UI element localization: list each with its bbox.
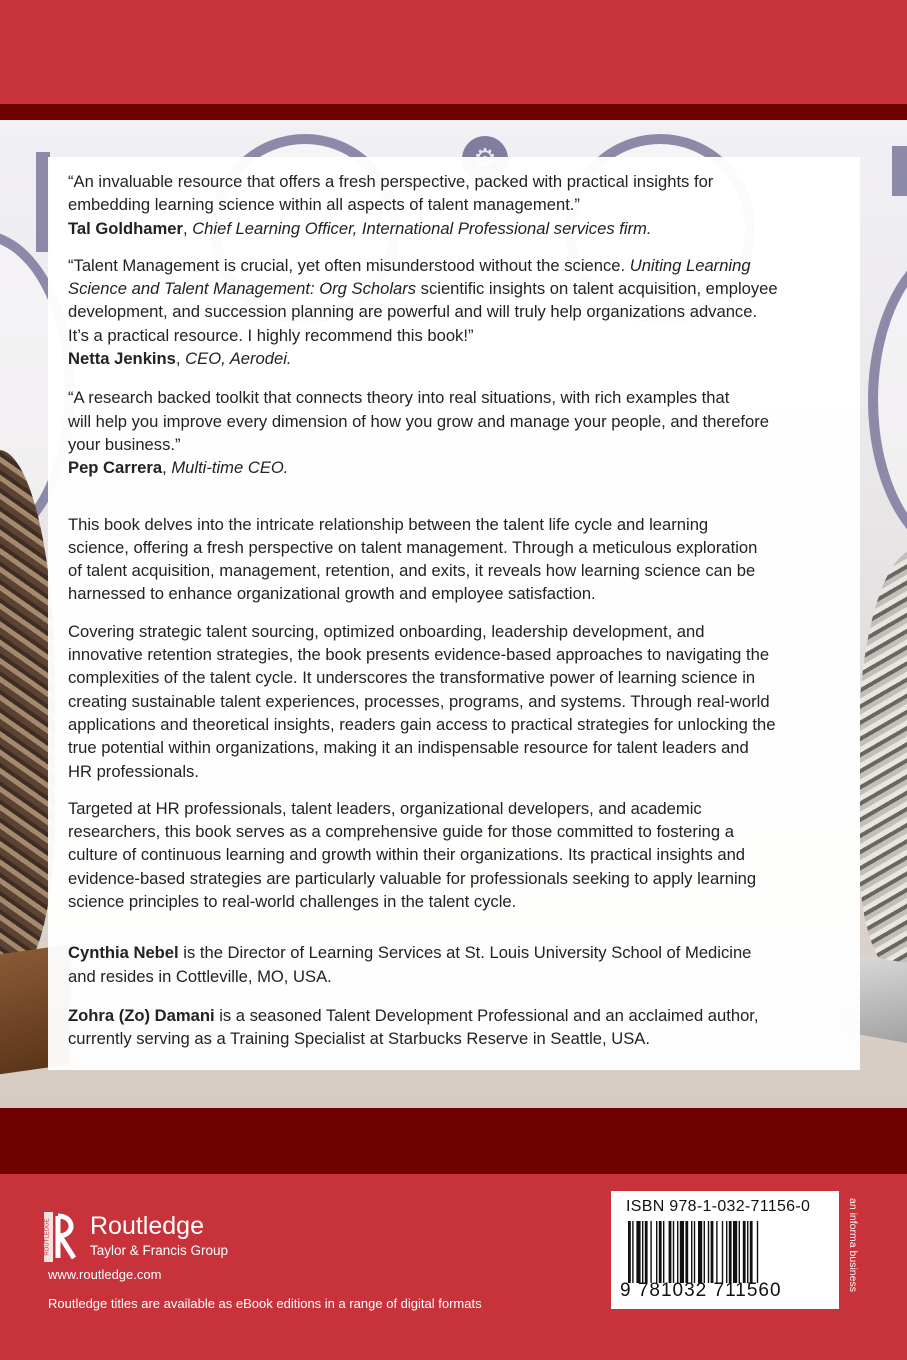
endorser-title: CEO, Aerodei.: [185, 349, 292, 369]
author-name: Zohra (Zo) Damani: [68, 1005, 215, 1025]
quote-line: development, and succession planning are powerful and will truly help organizations advance.: [68, 302, 758, 322]
bio-line: currently serving as a Training Specialist at Starbucks Reserve in Seattle, USA.: [68, 1029, 650, 1049]
barcode-bar: [645, 1221, 648, 1283]
bio-text: is the Director of Learning Services at St. Louis University School of Medicine: [178, 943, 752, 963]
back-cover-text: [68, 170, 850, 1051]
publisher-website-link[interactable]: www.routledge.com: [48, 1267, 162, 1282]
barcode-bar: [628, 1221, 631, 1283]
paragraph-line: science, offering a fresh perspective on talent management. Through a meticulous exploration: [68, 537, 758, 557]
paragraph-line: evidence-based strategies are particularly valuable for professionals seeking to apply learning: [68, 868, 757, 888]
endorsement-quote: [68, 170, 850, 240]
quote-attribution: [68, 217, 850, 240]
paragraph-line: researchers, this book serves as a comprehensive guide for those committed to fostering a: [68, 822, 734, 842]
description-paragraph: [68, 797, 850, 913]
decorative-circle: [868, 240, 907, 560]
barcode-bar: [739, 1221, 740, 1283]
quote-line: It’s a practical resource. I highly recommend this book!”: [68, 325, 474, 345]
endorser-name: Netta Jenkins: [68, 349, 176, 369]
paragraph-line: creating sustainable talent experiences, processes, programs, and systems. Through real-world: [68, 691, 770, 711]
barcode-bar: [711, 1221, 714, 1283]
paragraph-line: Covering strategic talent sourcing, optimized onboarding, leadership development, and: [68, 621, 705, 641]
owl-image-right: [858, 550, 907, 970]
paragraph-line: science principles to real-world challenges in the talent cycle.: [68, 892, 517, 912]
bottom-dark-stripe: [0, 1108, 907, 1174]
publisher-group: Taylor & Francis Group: [90, 1243, 229, 1258]
bio-line: [68, 941, 850, 964]
paragraph-line: innovative retention strategies, the book presents evidence-based approaches to navigating the: [68, 645, 770, 665]
top-dark-stripe: [0, 104, 907, 120]
endorsement-quote: [68, 254, 850, 370]
barcode-bar: [708, 1221, 709, 1283]
barcode-bar: [747, 1221, 748, 1283]
owl-image-left: [0, 450, 55, 970]
paragraph-line: This book delves into the intricate relationship between the talent life cycle and learning: [68, 514, 709, 534]
paragraph-line: of talent acquisition, management, retention, and exits, it reveals how learning science can be: [68, 561, 756, 581]
quote-attribution: [68, 456, 850, 479]
barcode-bar: [650, 1221, 651, 1283]
barcode-bar: [685, 1221, 688, 1283]
barcode-bar: [757, 1221, 758, 1283]
barcode-bar: [680, 1221, 684, 1283]
book-title: Uniting Learning: [629, 255, 751, 275]
barcode-bar: [716, 1221, 717, 1283]
quote-line: [68, 254, 850, 277]
barcode-bar: [750, 1221, 753, 1283]
quote-line: [68, 277, 850, 300]
barcode-bar: [663, 1221, 664, 1283]
attribution-separator: ,: [162, 458, 172, 478]
bio-text: is a seasoned Talent Development Professional and an acclaimed author,: [214, 1005, 759, 1025]
barcode-bar: [704, 1221, 705, 1283]
barcode-bar: [659, 1221, 662, 1283]
endorser-title: Multi-time CEO.: [171, 458, 289, 478]
paragraph-line: harnessed to enhance organizational growth and employee satisfaction.: [68, 584, 596, 604]
quote-line: embedding learning science within all aspects of talent management.”: [68, 195, 580, 215]
barcode-bar: [691, 1221, 692, 1283]
paragraph-line: applications and theoretical insights, readers gain access to practical strategies for unlocking the: [68, 714, 776, 734]
paragraph-line: Targeted at HR professionals, talent leaders, organizational developers, and academic: [68, 798, 702, 818]
barcode-bar: [669, 1221, 672, 1283]
decorative-bar: [892, 146, 907, 196]
endorser-title: Chief Learning Officer, International Professional services firm.: [192, 218, 652, 238]
author-name: Cynthia Nebel: [68, 943, 179, 963]
quote-line: “A research backed toolkit that connects theory into real situations, with rich examples that: [68, 388, 730, 408]
attribution-separator: ,: [175, 349, 186, 369]
description-paragraph: [68, 513, 850, 606]
book-title: Science and Talent Management: Org Scholars: [68, 279, 417, 299]
top-color-band: [0, 0, 907, 104]
quote-line: your business.”: [68, 434, 181, 454]
publisher-name: Routledge: [90, 1212, 204, 1240]
bio-line: [68, 1004, 850, 1027]
barcode-bar: [642, 1221, 643, 1283]
quote-text: “Talent Management is crucial, yet often misunderstood without the science.: [68, 255, 630, 275]
author-bio: [68, 1004, 850, 1051]
barcode-bar: [677, 1221, 678, 1283]
description-paragraph: [68, 620, 850, 783]
barcode-bar: [694, 1221, 695, 1283]
bio-line: and resides in Cottleville, MO, USA.: [68, 966, 332, 986]
quote-line: will help you improve every dimension of how you grow and manage your people, and therefore: [68, 411, 770, 431]
isbn-label: ISBN 978-1-032-71156-0: [626, 1198, 811, 1215]
barcode-bar: [729, 1221, 732, 1283]
informa-business-label: an informa business: [847, 1198, 859, 1292]
barcode-bar: [733, 1221, 737, 1283]
paragraph-line: complexities of the talent cycle. It underscores the transformative power of learning science in: [68, 668, 756, 688]
barcode-bar: [656, 1221, 657, 1283]
endorser-name: Tal Goldhamer: [68, 218, 183, 238]
endorser-name: Pep Carrera: [68, 458, 163, 478]
barcode-bar: [673, 1221, 674, 1283]
ebook-note: Routledge titles are available as eBook editions in a range of digital formats: [48, 1296, 482, 1311]
barcode-bar: [698, 1221, 702, 1283]
barcode-bar: [722, 1221, 723, 1283]
quote-line: “An invaluable resource that offers a fresh perspective, packed with practical insights for: [68, 172, 714, 191]
endorsement-quote: [68, 386, 850, 479]
attribution-separator: ,: [182, 218, 193, 238]
logo-text: ROUTLEDGE: [44, 1218, 51, 1256]
barcode-number: 9 781032 711560: [620, 1280, 782, 1301]
paragraph-line: HR professionals.: [68, 761, 199, 781]
isbn-barcode: [626, 1221, 826, 1283]
paragraph-line: true potential within organizations, making it an indispensable resource for talent leaders and: [68, 738, 749, 758]
quote-attribution: [68, 347, 850, 370]
author-bio: [68, 941, 850, 988]
barcode-bar: [726, 1221, 727, 1283]
quote-text: scientific insights on talent acquisition, employee: [416, 279, 778, 299]
barcode-bar: [636, 1221, 640, 1283]
routledge-logo-icon: [44, 1212, 82, 1262]
barcode-bar: [632, 1221, 633, 1283]
paragraph-line: culture of continuous learning and growth within their organizations. Its practical insights and: [68, 845, 746, 865]
barcode-bar: [743, 1221, 746, 1283]
